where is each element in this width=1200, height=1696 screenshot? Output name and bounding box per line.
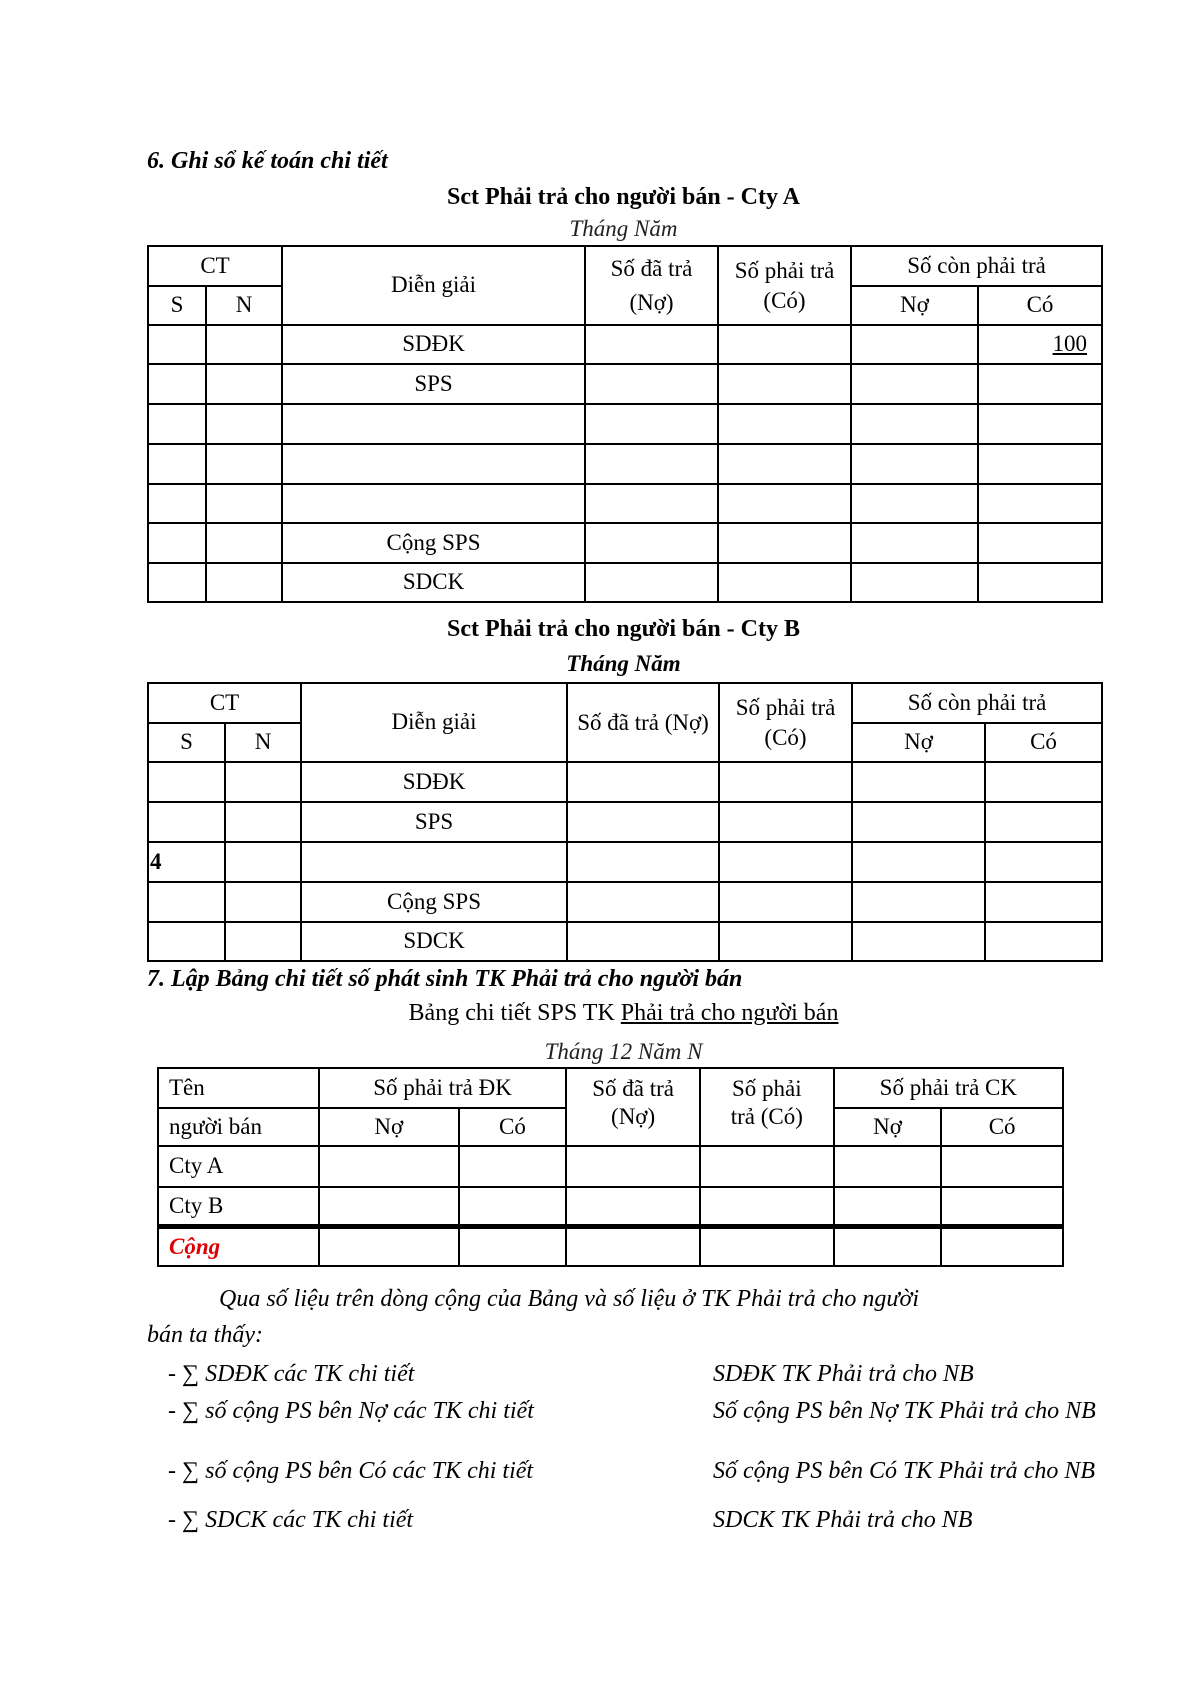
row-desc: Cộng SPS	[282, 523, 585, 563]
s-header: S	[148, 723, 225, 762]
comparison-right: SDCK TK Phải trả cho NB	[713, 1507, 973, 1533]
row-desc: SDCK	[282, 563, 585, 602]
table-row	[148, 922, 1102, 961]
ct-header: CT	[148, 246, 282, 286]
total-label: Cộng	[158, 1226, 319, 1266]
s-header: S	[148, 286, 206, 325]
comparison-left: - ∑ SDĐK các TK chi tiết	[168, 1361, 415, 1387]
co-header: Có	[941, 1108, 1063, 1146]
co-header: Có	[459, 1108, 567, 1146]
table-row	[148, 523, 1102, 563]
so-da-tra-header: Số đã trả (Nợ)	[585, 246, 718, 325]
table-row	[148, 444, 1102, 484]
row-desc: SPS	[282, 364, 585, 404]
row-desc: SDĐK	[282, 325, 585, 364]
table-row	[148, 882, 1102, 922]
vendor-name: Cty A	[158, 1146, 319, 1187]
table-row	[148, 762, 1102, 802]
section-7-heading: 7. Lập Bảng chi tiết số phát sinh TK Phải trả cho người bán	[147, 966, 743, 992]
summary-title	[147, 1000, 1100, 1027]
row-desc: SDCK	[301, 922, 567, 961]
so-da-tra-line2: (Nợ)	[611, 1104, 656, 1130]
no-header: Nợ	[851, 286, 978, 325]
n-header: N	[206, 286, 282, 325]
table-row-total	[158, 1226, 1063, 1266]
summary-title-underlined: Phải trả cho người bán	[620, 1000, 839, 1026]
so-phai-tra-line2: trả (Có)	[730, 1104, 803, 1130]
ledger-a-table	[147, 245, 1103, 603]
row-s	[148, 882, 225, 922]
summary-table	[157, 1067, 1064, 1267]
so-phai-tra-line1: Số phải	[732, 1076, 802, 1101]
table-row	[158, 1146, 1063, 1187]
comparison-left: - ∑ SDCK các TK chi tiết	[168, 1507, 414, 1533]
summary-title-prefix: Bảng chi tiết SPS TK	[408, 1000, 621, 1026]
comparison-left: - ∑ số cộng PS bên Nợ các TK chi tiết	[168, 1398, 534, 1424]
row-s	[148, 922, 225, 961]
row-desc	[282, 484, 585, 523]
row-desc	[282, 444, 585, 484]
row-desc	[301, 842, 567, 882]
so-phai-tra-dk-header: Số phải trả ĐK	[319, 1068, 566, 1108]
ledger-b-table	[147, 682, 1103, 962]
so-phai-tra-header	[700, 1068, 834, 1146]
table-row	[148, 484, 1102, 523]
so-da-tra-line1: Số đã trả	[592, 1076, 674, 1101]
so-phai-tra-header: Số phải trả (Có)	[718, 246, 851, 325]
comparison-right: Số cộng PS bên Có TK Phải trả cho NB	[713, 1458, 1095, 1484]
co-header: Có	[985, 723, 1102, 762]
dien-giai-header: Diễn giải	[301, 683, 567, 762]
so-da-tra-header: Số đã trả (Nợ)	[567, 683, 719, 762]
table-row	[148, 563, 1102, 602]
opening-balance-value: 100	[1052, 331, 1088, 357]
so-con-phai-tra-header: Số còn phải trả	[851, 246, 1102, 286]
ledger-b-subtitle: Tháng Năm	[566, 651, 681, 676]
ten-header: Tên	[158, 1068, 319, 1108]
row-s	[148, 762, 225, 802]
row-s: 4	[148, 842, 225, 882]
comparison-right: Số cộng PS bên Nợ TK Phải trả cho NB	[713, 1398, 1096, 1424]
row-s	[148, 802, 225, 842]
so-phai-tra-ck-header: Số phải trả CK	[834, 1068, 1063, 1108]
nguoi-ban-header: người bán	[158, 1108, 319, 1146]
comparison-left: - ∑ số cộng PS bên Có các TK chi tiết	[168, 1458, 534, 1484]
row-desc: SDĐK	[301, 762, 567, 802]
table-row	[148, 404, 1102, 444]
table-row	[148, 802, 1102, 842]
so-phai-tra-header: Số phải trả (Có)	[719, 683, 852, 762]
ledger-a-title: Sct Phải trả cho người bán - Cty A	[446, 184, 801, 210]
paragraph-line2: bán ta thấy:	[147, 1322, 263, 1348]
comparison-right: SDĐK TK Phải trả cho NB	[713, 1361, 974, 1387]
ledger-b-title: Sct Phải trả cho người bán - Cty B	[446, 616, 801, 642]
so-con-phai-tra-header: Số còn phải trả	[852, 683, 1102, 723]
table-row	[148, 364, 1102, 404]
dien-giai-header: Diễn giải	[282, 246, 585, 325]
row-desc: Cộng SPS	[301, 882, 567, 922]
row-desc: SPS	[301, 802, 567, 842]
no-header: Nợ	[319, 1108, 459, 1146]
no-header: Nợ	[834, 1108, 942, 1146]
ledger-a-subtitle: Tháng Năm	[569, 216, 678, 241]
row-desc	[282, 404, 585, 444]
no-header: Nợ	[852, 723, 985, 762]
vendor-name: Cty B	[158, 1187, 319, 1226]
so-da-tra-header	[566, 1068, 700, 1146]
co-header: Có	[978, 286, 1102, 325]
table-row	[158, 1187, 1063, 1226]
n-header: N	[225, 723, 301, 762]
section-6-heading: 6. Ghi sổ kế toán chi tiết	[147, 148, 388, 174]
ct-header: CT	[148, 683, 301, 723]
table-row	[148, 842, 1102, 882]
table-row	[148, 325, 1102, 364]
paragraph-line1: Qua số liệu trên dòng cộng của Bảng và số liệu ở TK Phải trả cho người	[219, 1286, 919, 1312]
summary-subtitle: Tháng 12 Năm N	[544, 1039, 703, 1064]
